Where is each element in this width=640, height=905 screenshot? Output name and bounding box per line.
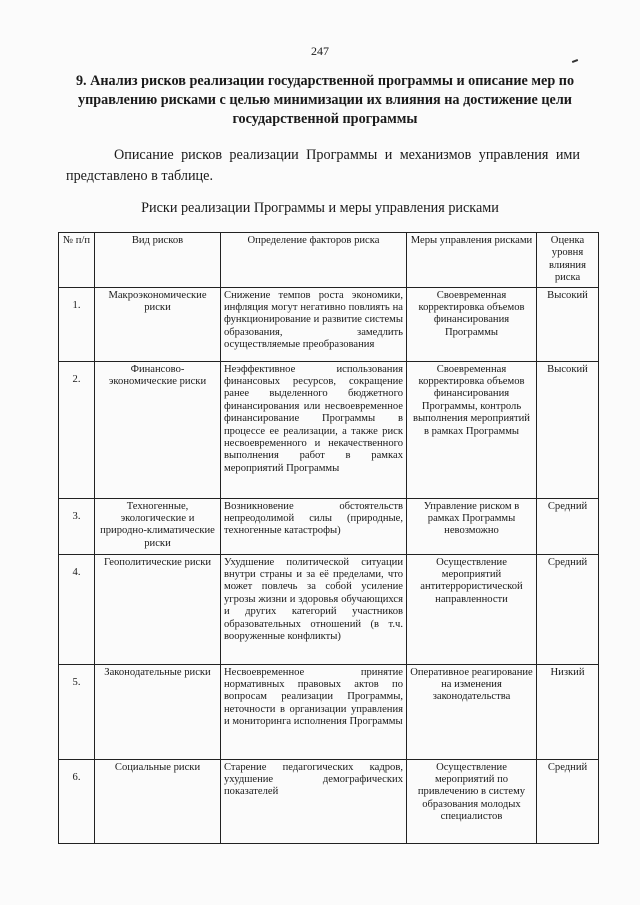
row-num (59, 759, 95, 843)
risk-table (58, 232, 599, 844)
row-num-text: 1. (72, 299, 81, 311)
row-num-text: 4. (72, 566, 81, 578)
row-num-text: 3. (72, 510, 81, 522)
row-num-text: 6. (72, 771, 81, 783)
row-type: Техногенные, экологические и природно-климатические риски (95, 498, 221, 554)
table-row (59, 759, 599, 843)
row-level: Средний (537, 498, 599, 554)
row-factors: Снижение темпов роста экономики, инфляция могут негативно повлиять на функционирование и развитие системы образования, замедлить осуществляемые преобразования (221, 287, 407, 361)
table-row (59, 287, 599, 361)
row-type: Социальные риски (95, 759, 221, 843)
intro-paragraph: Описание рисков реализации Программы и механизмов управления ими представлено в таблице. (66, 147, 580, 184)
row-num (59, 664, 95, 759)
row-factors: Неэффективное использования финансовых ресурсов, сокращение ранее выделенного бюджетного финансирования или несвоевременное финансирование Программы в процессе ее реализации, а также риск несвоевременного и некачественного выполнения работ в рамках мероприятий Программы (221, 361, 407, 498)
header-factors: Определение факторов риска (221, 233, 407, 288)
row-type: Геополитические риски (95, 554, 221, 664)
row-factors: Ухудшение политической ситуации внутри страны и за её пределами, что может повлечь за собой усиление угрозы жизни и здоровья обучающихся и других категорий участников образовательных отношений (в т.ч. вооруженные конфликты) (221, 554, 407, 664)
row-factors: Возникновение обстоятельств непреодолимой силы (природные, техногенные катастрофы) (221, 498, 407, 554)
table-title: Риски реализации Программы и меры управления рисками (141, 200, 499, 216)
row-type: Финансово-экономические риски (95, 361, 221, 498)
table-row (59, 554, 599, 664)
page-number: 247 (311, 44, 329, 58)
header-measures: Меры управления рисками (407, 233, 537, 288)
row-num (59, 287, 95, 361)
section-heading: 9. Анализ рисков реализации государственной программы и описание мер по управлению рисками с целью минимизации их влияния на достижение цели государственной программы (75, 73, 575, 127)
header-type: Вид рисков (95, 233, 221, 288)
row-num (59, 498, 95, 554)
row-measures: Осуществление мероприятий по привлечению в систему образования молодых специалистов (407, 759, 537, 843)
row-type: Макроэкономические риски (95, 287, 221, 361)
row-measures: Своевременная корректировка объемов финансирования Программы, контроль выполнения мероприятий в рамках Программы (407, 361, 537, 498)
table-row (59, 664, 599, 759)
row-measures: Своевременная корректировка объемов финансирования Программы (407, 287, 537, 361)
row-num (59, 361, 95, 498)
row-level: Высокий (537, 287, 599, 361)
row-type: Законодательные риски (95, 664, 221, 759)
row-level: Высокий (537, 361, 599, 498)
row-level: Низкий (537, 664, 599, 759)
row-num (59, 554, 95, 664)
row-measures: Оперативное реагирование на изменения законодательства (407, 664, 537, 759)
header-level: Оценка уровня влияния риска (537, 233, 599, 288)
scan-speck (572, 59, 578, 63)
row-measures: Осуществление мероприятий антитеррористической направленности (407, 554, 537, 664)
header-num: № п/п (59, 233, 95, 288)
row-factors: Несвоевременное принятие нормативных правовых актов по вопросам реализации Программы, неточности в организации управления и мониторинга исполнения Программы (221, 664, 407, 759)
row-num-text: 5. (72, 676, 81, 688)
row-measures: Управление риском в рамках Программы невозможно (407, 498, 537, 554)
row-factors: Старение педагогических кадров, ухудшение демографических показателей (221, 759, 407, 843)
row-level: Средний (537, 759, 599, 843)
row-num-text: 2. (72, 373, 81, 385)
table-row (59, 498, 599, 554)
table-row (59, 361, 599, 498)
row-level: Средний (537, 554, 599, 664)
